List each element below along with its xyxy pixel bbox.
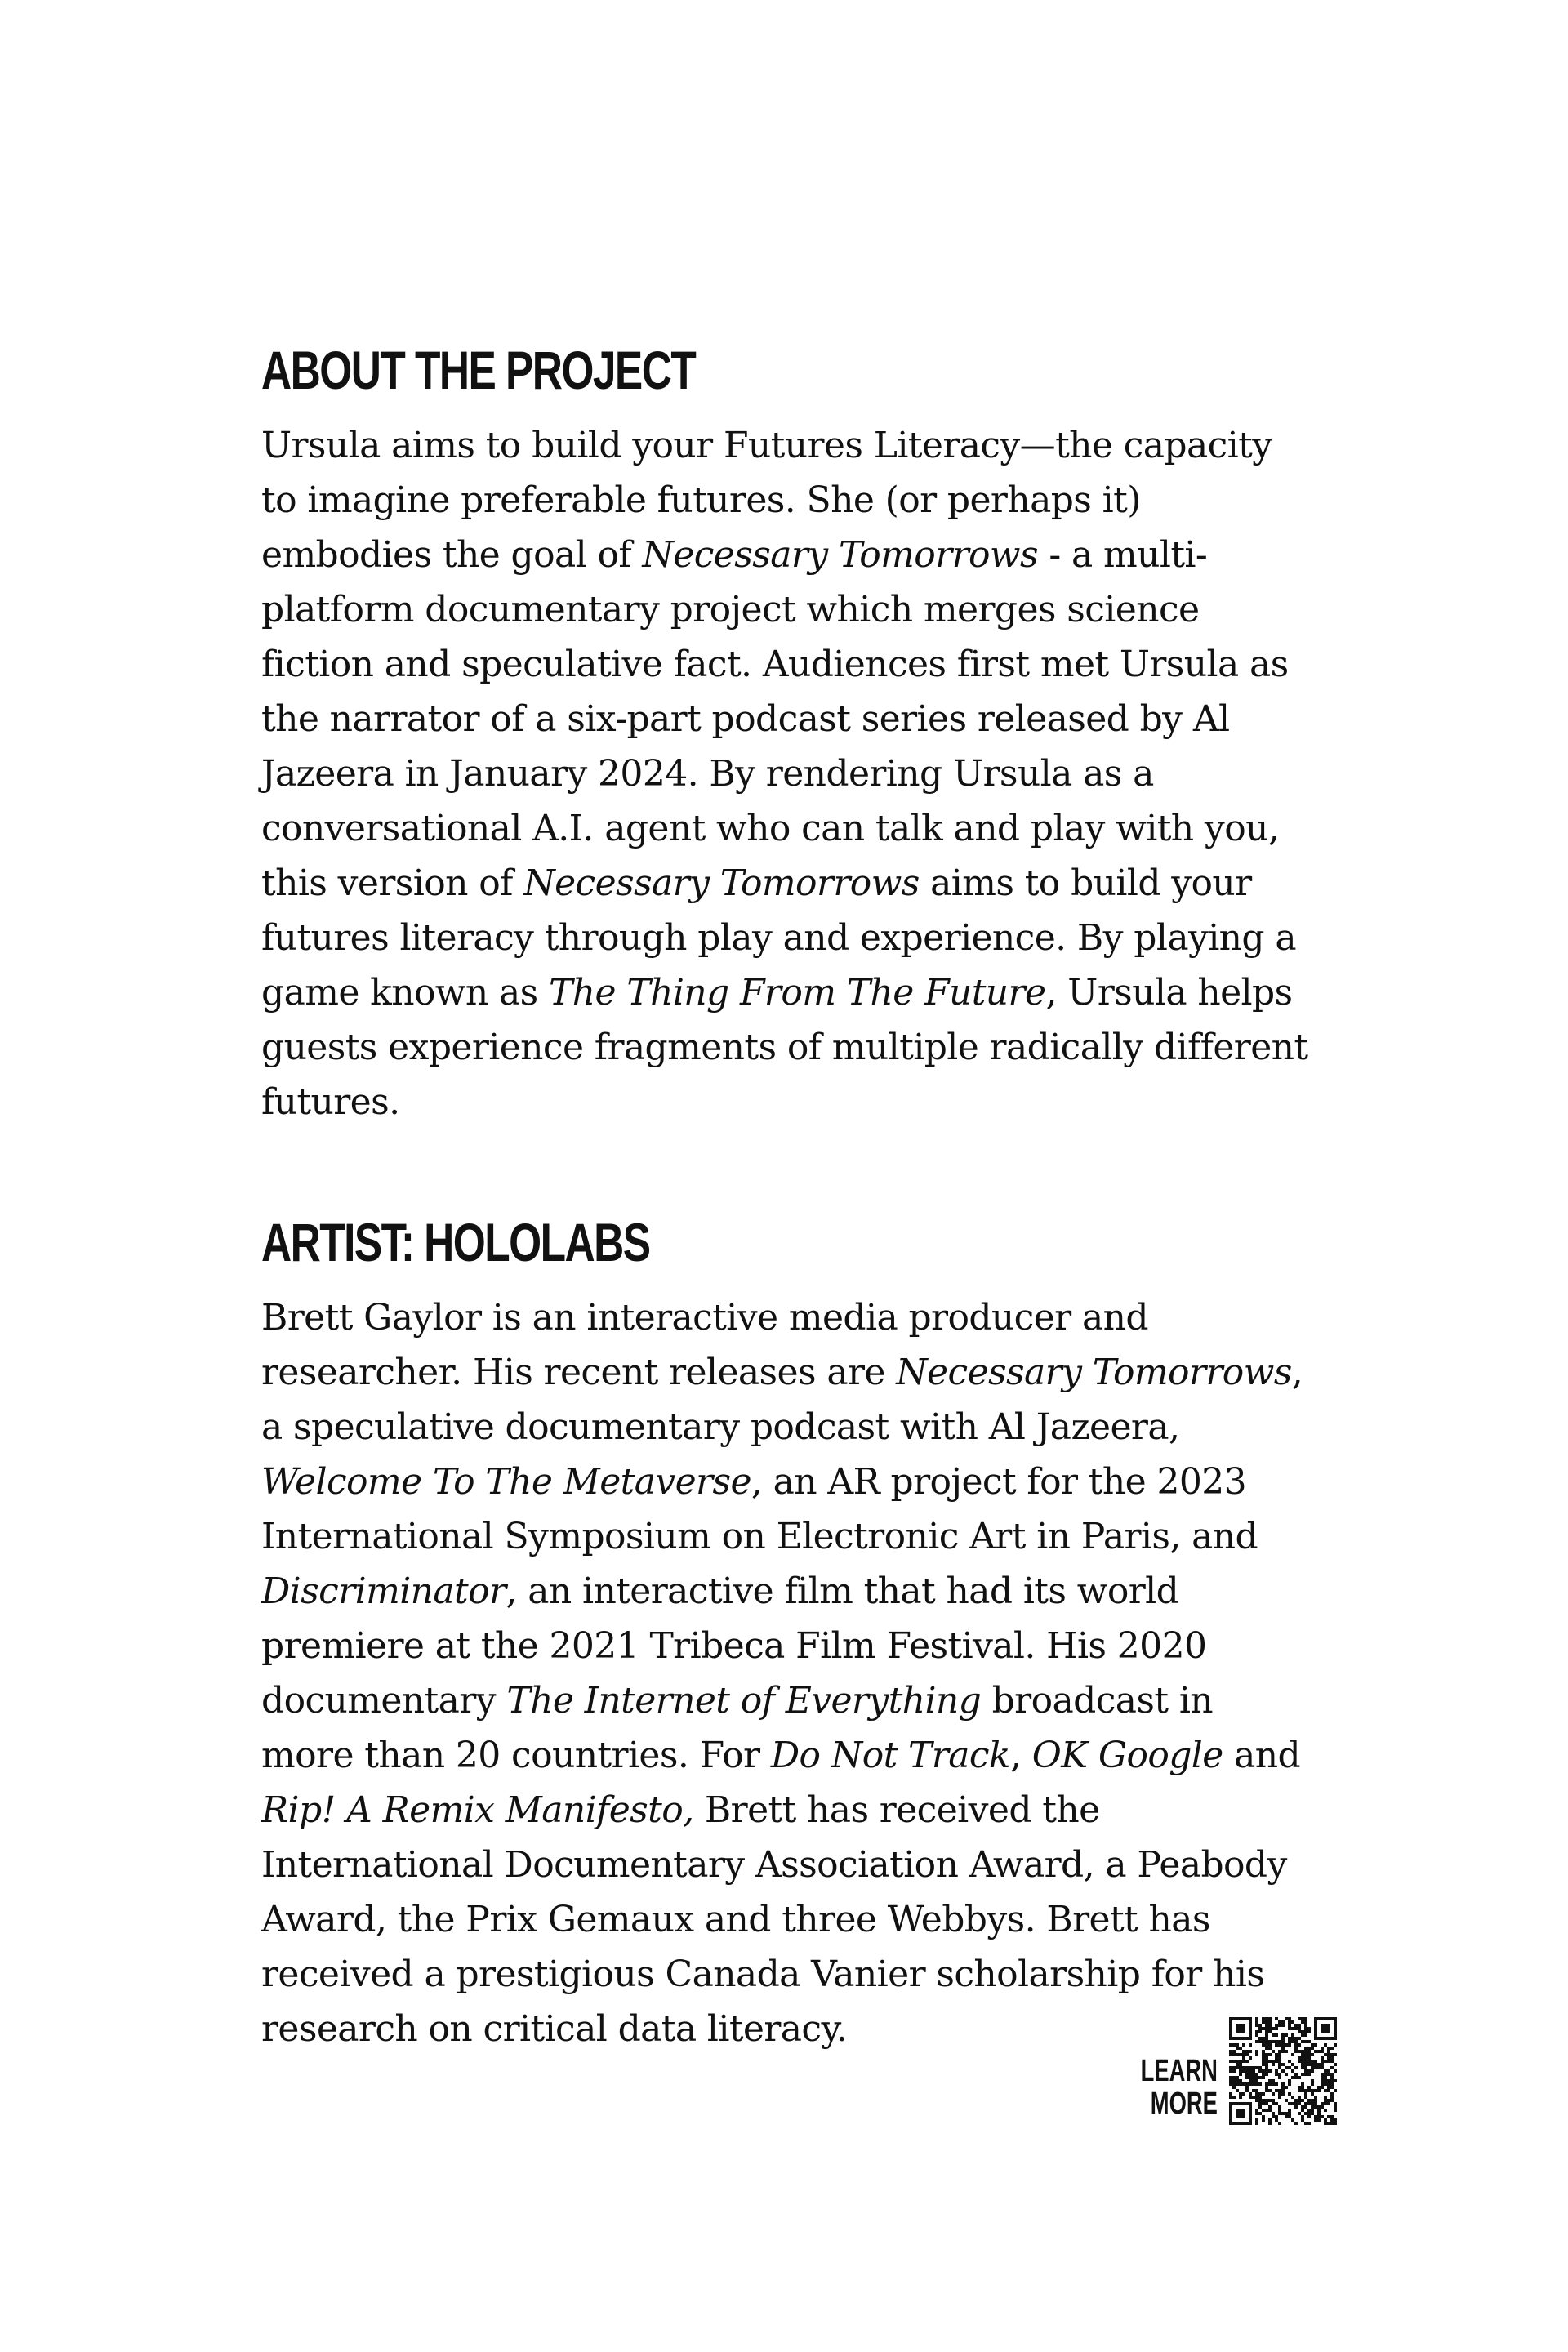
artist-section [261,1212,1315,2056]
about-paragraph [261,418,1315,1129]
italic-title: Discriminator [261,1570,506,1612]
italic-title: Welcome To The Metaverse [261,1461,751,1503]
italic-title: OK Google [1031,1735,1223,1776]
text-run: , an interactive film that had its world premiere at the 2021 Tribeca Film Festival. His 2020 documentary [261,1570,1207,1722]
italic-title: Necessary Tomorrows [896,1352,1292,1393]
text-run: broadcast in more than 20 countries. For [261,1680,1214,1776]
text-run: Brett Gaylor is an interactive media producer and researcher. His recent releases are [261,1297,1148,1393]
text-run: - a multi-platform documentary project which merges science fiction and speculative fact. Audiences first met Ursula as the narrator of a six-part podcast series released by Al Jazeera in January 2024. By rendering Ursula as a conversational A.I. agent who can talk and play with you, this version of [261,534,1289,904]
learn-more-block[interactable] [1111,2017,1337,2125]
about-section [261,340,1315,1129]
italic-title: Necessary Tomorrows [523,862,920,904]
learn-more-label [1141,2055,1218,2120]
text-run: , Ursula helps guests experience fragments of multiple radically different futures. [261,972,1308,1123]
artist-paragraph [261,1290,1315,2056]
text-run: and [1223,1735,1301,1776]
text-run: aims to build your futures literacy through play and experience. By playing a game known as [261,862,1297,1013]
learn-more-line2: MORE [1150,2087,1218,2121]
italic-title: Do Not Track [770,1735,1010,1776]
italic-title: The Thing From The Future [549,972,1046,1013]
page-content [261,340,1315,2056]
text-run: Brett has received the International Documentary Association Award, a Peabody Award, the Prix Gemaux and three Webbys. Brett has received a prestigious Canada Vanier scholarship for his research on critical data literacy. [261,1789,1287,2050]
text-run: , [1009,1735,1032,1776]
text-run: Ursula aims to build your Futures Literacy—the capacity to imagine preferable futures. She (or perhaps it) embodies the goal of [261,425,1272,576]
italic-title: Necessary Tomorrows [642,534,1038,576]
qr-code-icon[interactable] [1229,2017,1337,2125]
italic-title: The Internet of Everything [506,1680,982,1722]
text-run: , an AR project for the 2023 International Symposium on Electronic Art in Paris, and [261,1461,1258,1557]
text-run: , a speculative documentary podcast with Al Jazeera, [261,1352,1303,1448]
about-heading: ABOUT THE PROJECT [261,340,696,400]
learn-more-line1: LEARN [1140,2054,1218,2088]
artist-heading: ARTIST: HOLOLABS [261,1212,650,1272]
italic-title: Rip! A Remix Manifesto, [261,1789,694,1831]
